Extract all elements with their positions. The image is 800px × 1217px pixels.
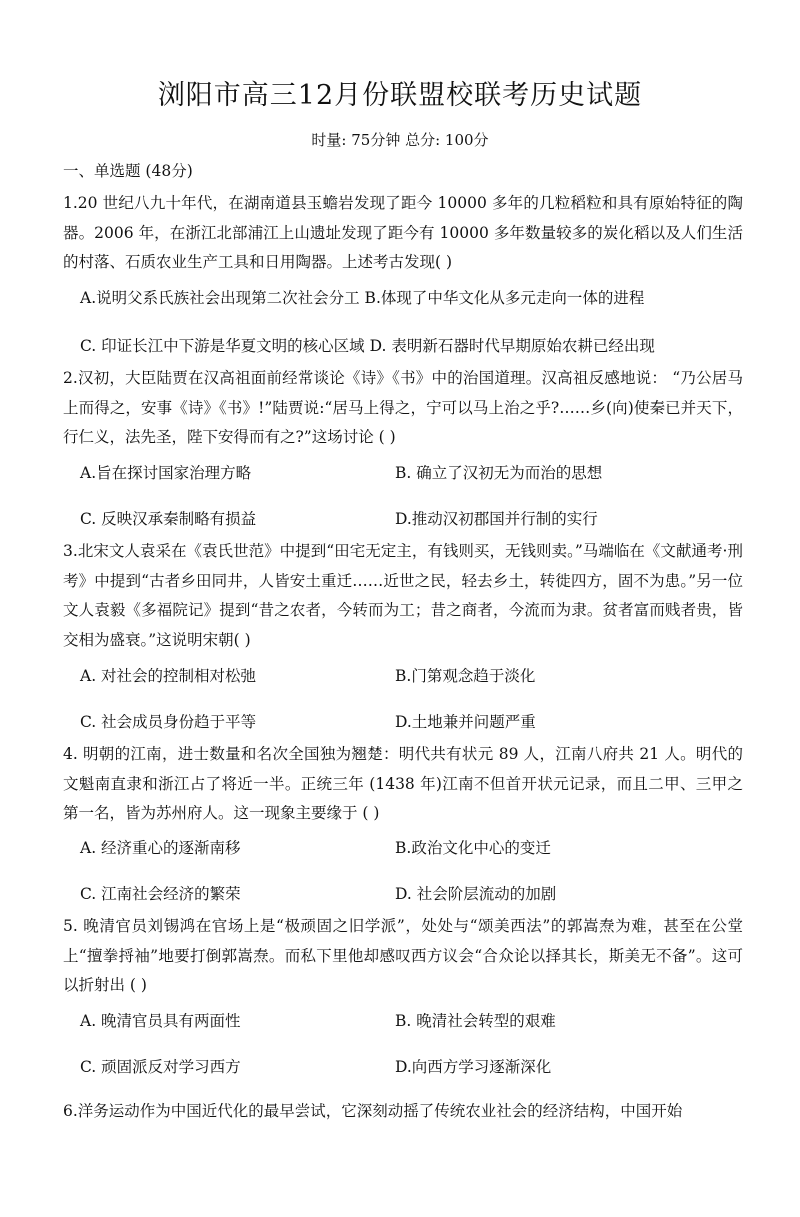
question-4-option-b: B.政治文化中心的变迁 — [395, 839, 551, 857]
question-5-option-a: A. 晚清官员具有两面性 — [80, 1012, 241, 1030]
question-4-option-a: A. 经济重心的逐渐南移 — [80, 839, 241, 857]
question-5-option-c: C. 顽固派反对学习西方 — [80, 1058, 241, 1076]
question-2-option-a: A.旨在探讨国家治理方略 — [80, 464, 252, 482]
section-heading: 一、单选题 (48分) — [63, 162, 193, 180]
question-3-option-a: A. 对社会的控制相对松弛 — [80, 667, 257, 685]
exam-meta: 时量: 75分钟 总分: 100分 — [311, 131, 489, 149]
exam-title: 浏阳市高三12月份联盟校联考历史试题 — [157, 80, 643, 111]
question-1-options-cd: C. 印证长江中下游是华夏文明的核心区域 D. 表明新石器时代早期原始农耕已经出现 — [80, 337, 655, 355]
question-5-stem: 5. 晚清官员刘锡鸿在官场上是“极顽固之旧学派”，处处与“颂美西法”的郭嵩焘为难，甚至在公堂上“擅拳捋袖”地要打倒郭嵩焘。而私下里他却感叹西方议会“合众论以择其长，斯美无不备”。这可以折射出 ( ) — [63, 917, 743, 994]
question-1-stem: 1.20 世纪八九十年代，在湖南道县玉蟾岩发现了距今 10000 多年的几粒稻粒和具有原始特征的陶器。2006 年，在浙江北部浦江上山遗址发现了距今有 10000 多年数量较多的炭化稻以及人们生活的村落、石质农业生产工具和日用陶器。上述考古发现( ) — [63, 194, 743, 271]
question-2-option-d: D.推动汉初郡国并行制的实行 — [395, 510, 598, 528]
question-2-stem: 2.汉初，大臣陆贾在汉高祖面前经常谈论《诗》《书》中的治国道理。汉高祖反感地说： “乃公居马上而得之，安事《诗》《书》!”陆贾说:“居马上得之，宁可以马上治之乎?……乡(向)使秦已并天下，行仁义，法先圣，陛下安得而有之?”这场讨论 ( ) — [63, 369, 743, 446]
question-4-stem: 4. 明朝的江南，进士数量和名次全国独为翘楚：明代共有状元 89 人，江南八府共 21 人。明代的文魁南直隶和浙江占了将近一半。正统三年 (1438 年)江南不但首开状元记录，而且二甲、三甲之第一名，皆为苏州府人。这一现象主要缘于 ( ) — [63, 745, 743, 822]
question-3-stem: 3.北宋文人袁采在《袁氏世范》中提到“田宅无定主，有钱则买，无钱则卖。”马端临在《文献通考·刑考》中提到“古者乡田同井，人皆安土重迁……近世之民，轻去乡土，转徙四方，固不为患。”另一位文人袁毅《多福院记》提到“昔之农者，今转而为工；昔之商者，今流而为隶。贫者富而贱者贵，皆交相为盛衰。”这说明宋朝( ) — [63, 542, 743, 649]
question-6-stem: 6.洋务运动作为中国近代化的最早尝试，它深刻动摇了传统农业社会的经济结构，中国开始 — [63, 1102, 683, 1120]
question-5-option-b: B. 晚清社会转型的艰难 — [395, 1012, 556, 1030]
question-3-option-c: C. 社会成员身份趋于平等 — [80, 713, 257, 731]
question-1-options-ab: A.说明父系氏族社会出现第二次社会分工 B.体现了中华文化从多元走向一体的进程 — [80, 289, 645, 307]
question-3-option-d: D.土地兼并问题严重 — [395, 713, 536, 731]
question-5-option-d: D.向西方学习逐渐深化 — [395, 1058, 552, 1076]
question-4-option-d: D. 社会阶层流动的加剧 — [395, 885, 557, 903]
question-2-option-c: C. 反映汉承秦制略有损益 — [80, 510, 257, 528]
question-4-option-c: C. 江南社会经济的繁荣 — [80, 885, 241, 903]
question-2-option-b: B. 确立了汉初无为而治的思想 — [395, 464, 603, 482]
question-3-option-b: B.门第观念趋于淡化 — [395, 667, 536, 685]
